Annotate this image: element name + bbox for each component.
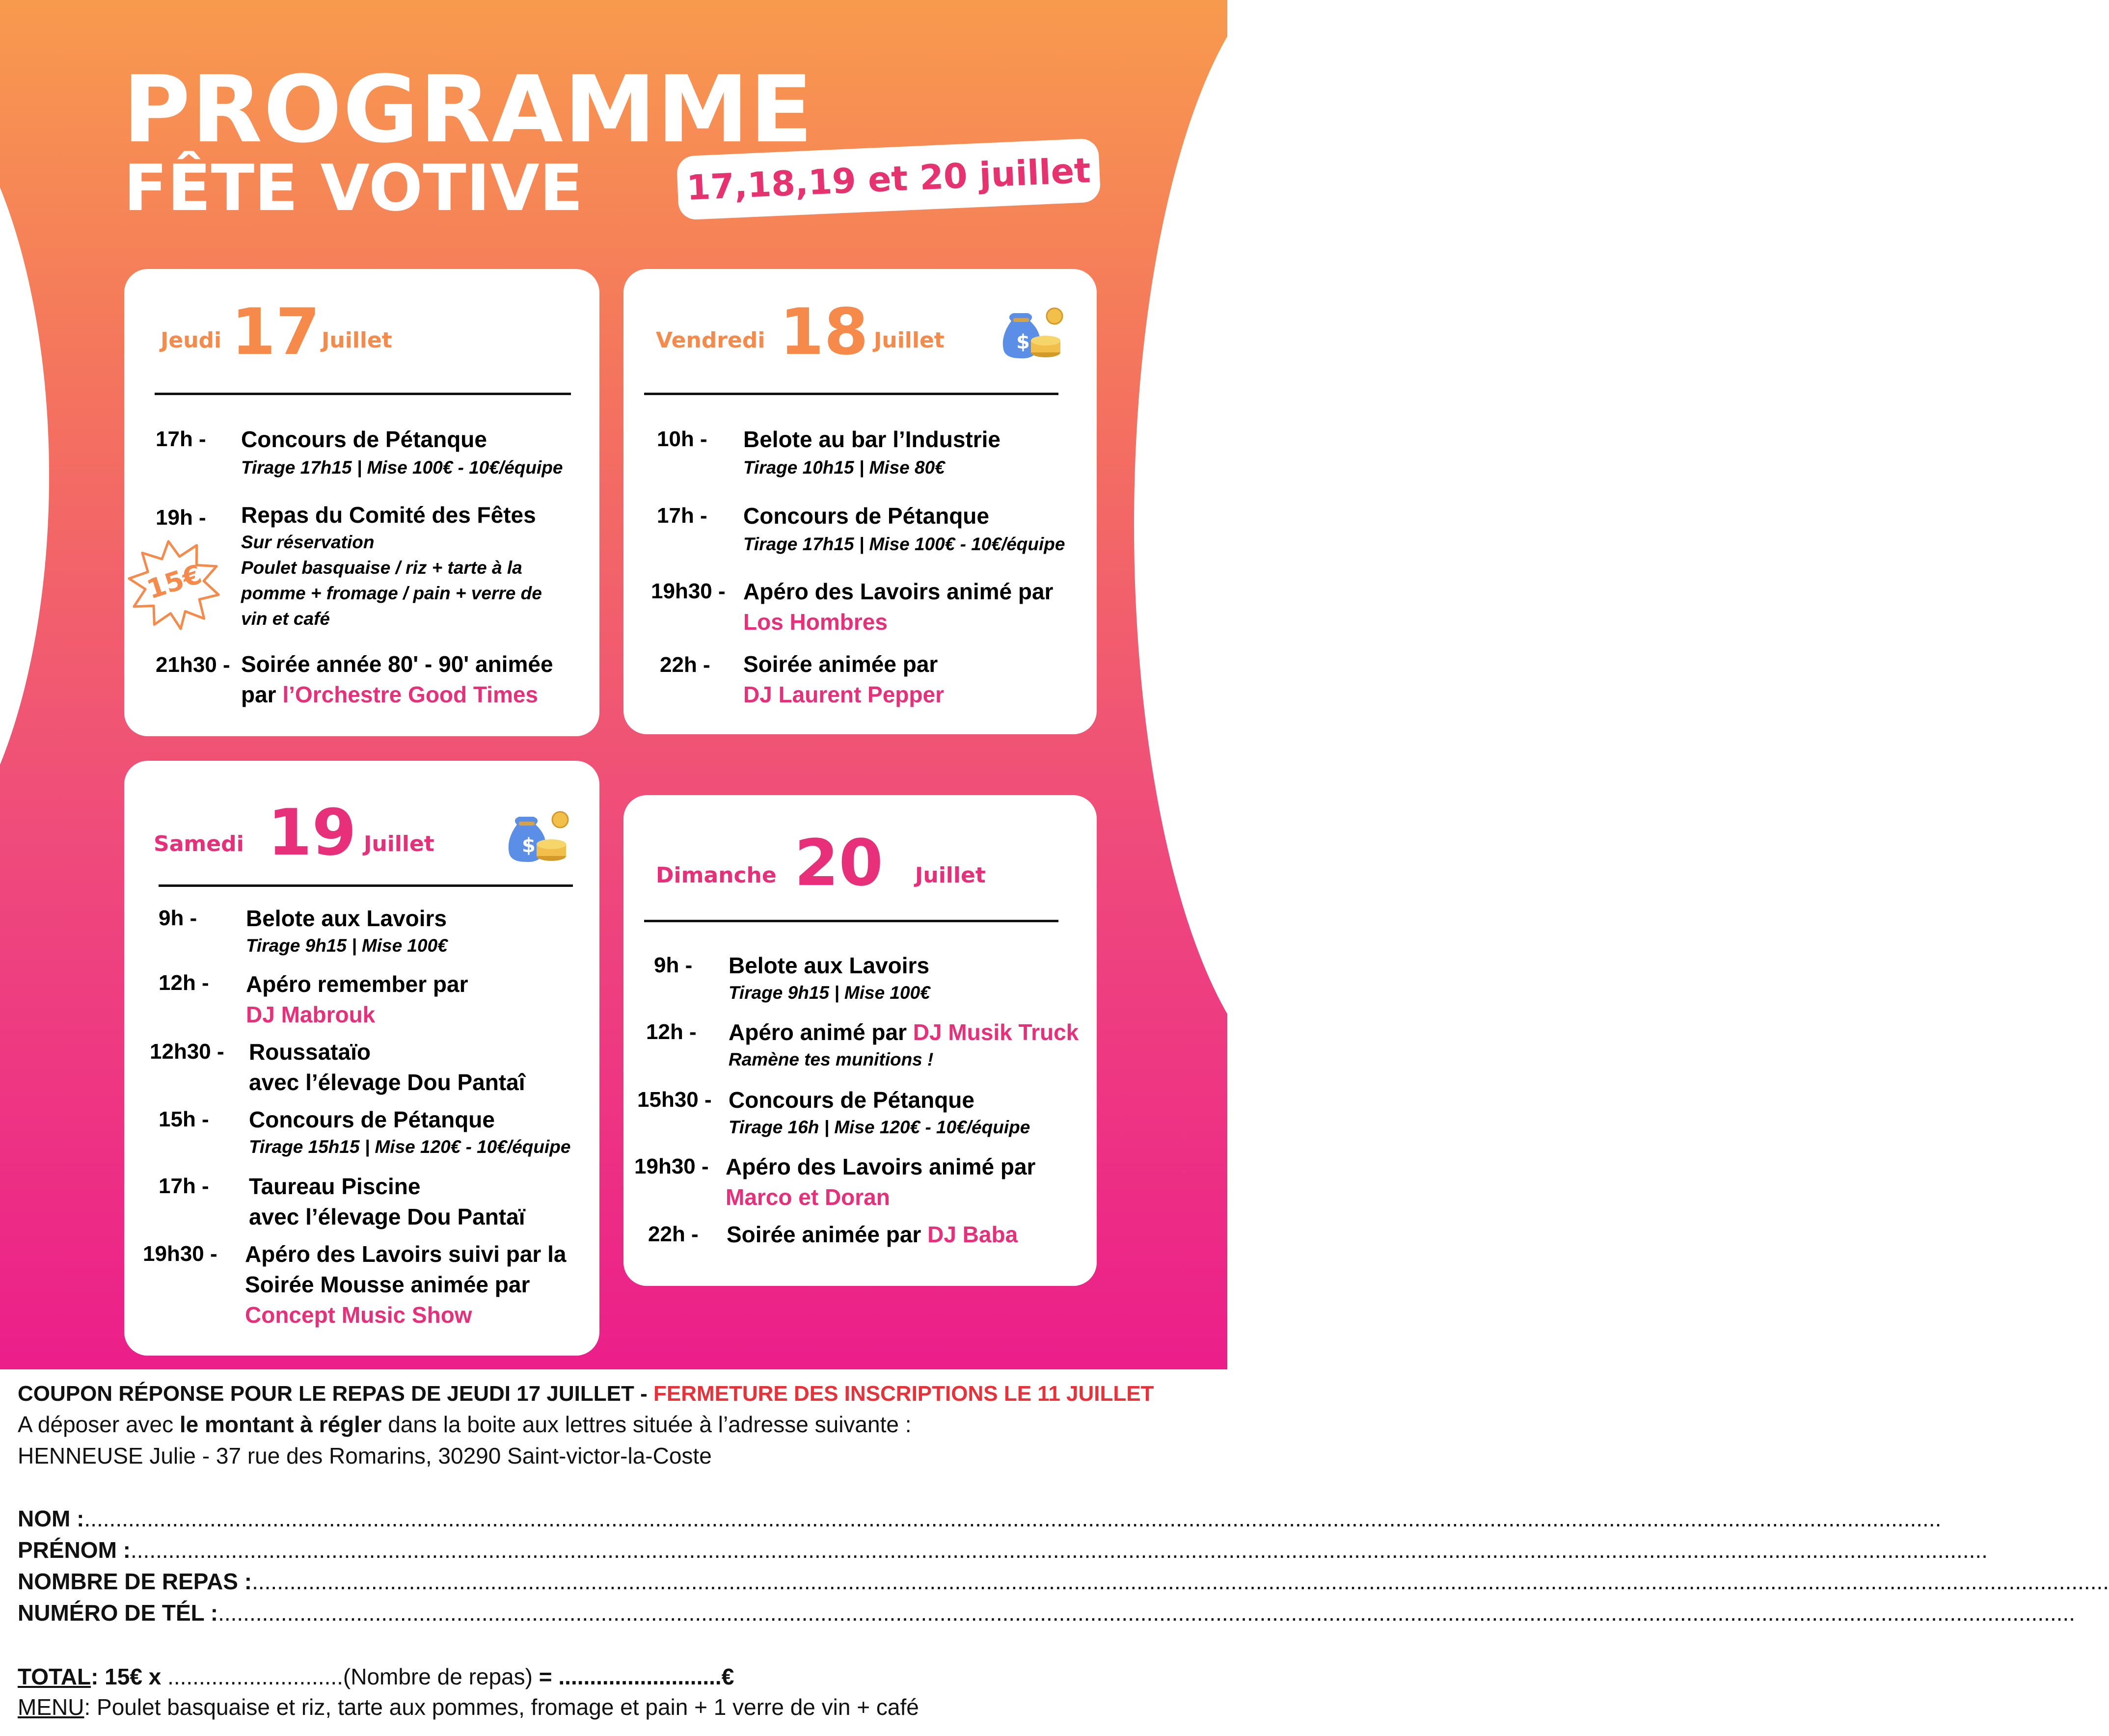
event-highlight: Concept Music Show (245, 1302, 472, 1328)
poster-background (0, 0, 1227, 1369)
event-title: Apéro animé par (729, 1019, 907, 1045)
event-title: Repas du Comité des Fêtes (241, 502, 536, 528)
event-time: 12h - (646, 1020, 697, 1044)
meal-count-field[interactable] (18, 1566, 2109, 1597)
event-title: Concours de Pétanque (729, 1087, 974, 1113)
phone-field[interactable] (18, 1597, 2076, 1629)
day-card-jeudi (124, 269, 599, 736)
coupon-instr-b: le montant à régler (179, 1412, 382, 1437)
coupon-heading (18, 1378, 1154, 1410)
dotted-line: ........................................................................................................................................................................................................................................................................................................ (131, 1537, 1988, 1563)
day-month: Juillet (322, 328, 392, 353)
total-dots-result[interactable]: .......................... (558, 1664, 722, 1689)
coupon-heading-text: COUPON RÉPONSE POUR LE REPAS DE JEUDI 17 JUILLET - (18, 1382, 648, 1406)
event-highlight: Marco et Doran (726, 1184, 890, 1210)
event-details: Tirage 15h15 | Mise 120€ - 10€/équipe (249, 1137, 571, 1157)
price-burst-badge (125, 534, 223, 632)
total-line (18, 1661, 734, 1692)
price-badge-label: 15€ (143, 559, 206, 605)
white-wave-right (1134, 0, 1507, 1090)
event-details: Poulet basquaise / riz + tarte à la (241, 558, 522, 578)
day-number: 19 (268, 795, 356, 870)
dates-badge: 17,18,19 et 20 juillet (676, 138, 1101, 220)
name-field[interactable] (18, 1503, 1942, 1534)
event-time: 19h30 - (651, 579, 726, 603)
event-time: 15h - (159, 1107, 209, 1131)
day-weekday: Dimanche (656, 863, 777, 888)
event-title-line2: avec l’élevage Dou Pantaî (249, 1069, 525, 1095)
event-title: Belote aux Lavoirs (729, 953, 930, 978)
event-title: Concours de Pétanque (249, 1107, 495, 1132)
event-title: Concours de Pétanque (743, 503, 989, 529)
menu-line (18, 1691, 919, 1723)
total-euro: € (721, 1664, 734, 1689)
event-time: 15h30 - (637, 1088, 712, 1112)
menu-label: MENU (18, 1694, 84, 1720)
event-time: 19h30 - (143, 1242, 217, 1266)
event-highlight: Los Hombres (743, 609, 888, 635)
event-time: 17h - (156, 427, 206, 451)
event-details: Ramène tes munitions ! (729, 1049, 934, 1069)
event-title: Soirée animée par (743, 651, 938, 677)
total-middle: (Nombre de repas) (343, 1664, 533, 1689)
day-card-samedi (124, 761, 599, 1356)
event-title: Apéro des Lavoirs animé par (743, 579, 1054, 604)
day-number: 18 (780, 294, 868, 369)
event-time: 10h - (657, 427, 707, 451)
event-title: Belote au bar l’Industrie (743, 427, 1000, 452)
money-bag-icon (502, 805, 571, 864)
total-value: : 15€ x (91, 1664, 162, 1689)
day-month: Juillet (915, 863, 986, 888)
field-label: NOMBRE DE REPAS : (18, 1569, 252, 1594)
day-weekday: Jeudi (161, 328, 222, 353)
event-time: 9h - (159, 906, 197, 930)
event-time: 17h - (159, 1174, 209, 1198)
event-highlight: DJ Laurent Pepper (743, 682, 944, 707)
event-title-line (729, 1017, 1079, 1047)
white-wave-left (0, 59, 49, 893)
event-title: Belote aux Lavoirs (246, 906, 447, 931)
event-highlight: DJ Musik Truck (913, 1019, 1079, 1045)
svg-text:$: $ (522, 834, 536, 857)
total-dots[interactable]: ............................ (167, 1664, 343, 1689)
coupon-instructions (18, 1409, 912, 1440)
event-time: 9h - (654, 953, 693, 977)
dotted-line: ........................................................................................................................................................................................................................................................................................................ (218, 1600, 2076, 1626)
event-highlight: DJ Mabrouk (246, 1002, 376, 1027)
event-time: 19h - (156, 506, 206, 530)
event-time: 12h30 - (150, 1040, 224, 1064)
event-time: 12h - (159, 971, 209, 995)
event-title: Apéro des Lavoirs suivi par la (245, 1241, 567, 1267)
money-bag-icon (997, 301, 1065, 360)
event-details: pomme + fromage / pain + verre de (241, 583, 542, 603)
event-title: Roussataïo (249, 1039, 371, 1065)
dotted-line: ........................................................................................................................................................................................................................................................................................................ (84, 1506, 1942, 1531)
total-label: TOTAL (18, 1664, 91, 1689)
day-month: Juillet (364, 831, 434, 856)
field-label: NOM : (18, 1506, 84, 1531)
page-title: PROGRAMME (123, 56, 814, 163)
event-title: Taureau Piscine (249, 1174, 421, 1199)
divider (644, 920, 1058, 922)
event-details: Tirage 17h15 | Mise 100€ - 10€/équipe (241, 457, 563, 478)
divider (159, 884, 573, 887)
day-number: 17 (231, 294, 320, 369)
field-label: PRÉNOM : (18, 1537, 131, 1563)
event-details: vin et café (241, 609, 330, 629)
day-number: 20 (794, 826, 883, 900)
event-title: Concours de Pétanque (241, 427, 487, 452)
event-details: Tirage 9h15 | Mise 100€ (729, 983, 930, 1003)
event-time: 21h30 - (156, 653, 230, 677)
event-details: Tirage 16h | Mise 120€ - 10€/équipe (729, 1117, 1030, 1137)
event-time: 19h30 - (634, 1154, 709, 1178)
event-details: Tirage 17h15 | Mise 100€ - 10€/équipe (743, 534, 1065, 554)
day-weekday: Vendredi (656, 328, 765, 353)
event-title: Soirée animée par (727, 1222, 921, 1247)
event-title-line (727, 1219, 1018, 1250)
event-time: 17h - (657, 504, 707, 528)
total-equals: = (539, 1664, 552, 1689)
event-details: Tirage 10h15 | Mise 80€ (743, 457, 945, 478)
event-title-line2 (241, 679, 538, 710)
coupon-deadline: FERMETURE DES INSCRIPTIONS LE 11 JUILLET (653, 1382, 1154, 1406)
day-card-vendredi (623, 269, 1097, 734)
divider (644, 393, 1058, 395)
field-label: NUMÉRO DE TÉL : (18, 1600, 218, 1626)
firstname-field[interactable] (18, 1534, 1988, 1566)
page-subtitle: FÊTE VOTIVE (124, 151, 583, 225)
event-title: Soirée année 80' - 90' animée (241, 651, 553, 677)
event-highlight: DJ Baba (927, 1222, 1018, 1247)
event-title-line2: Soirée Mousse animée par (245, 1272, 530, 1297)
dotted-line: ........................................................................................................................................................................................................................................................................................................ (252, 1569, 2109, 1594)
event-title-line2: avec l’élevage Dou Pantaï (249, 1204, 525, 1229)
event-title: Apéro remember par (246, 971, 468, 997)
coupon-instr-c: dans la boite aux lettres située à l’adresse suivante : (388, 1412, 912, 1437)
event-details: Tirage 9h15 | Mise 100€ (246, 935, 448, 956)
day-weekday: Samedi (154, 831, 244, 856)
svg-text:$: $ (1016, 331, 1030, 353)
coupon-instr-a: A déposer avec (18, 1412, 174, 1437)
event-time: 22h - (648, 1222, 699, 1246)
divider (155, 393, 571, 395)
event-title: Apéro des Lavoirs animé par (726, 1154, 1036, 1179)
day-card-dimanche (623, 795, 1097, 1286)
coupon-address: HENNEUSE Julie - 37 rue des Romarins, 30290 Saint-victor-la-Coste (18, 1443, 712, 1469)
event-details: Sur réservation (241, 532, 375, 552)
menu-text: : Poulet basquaise et riz, tarte aux pommes, fromage et pain + 1 verre de vin + café (84, 1694, 919, 1720)
event-title-prefix: par (241, 682, 276, 707)
event-highlight: l’Orchestre Good Times (282, 682, 539, 707)
event-time: 22h - (660, 653, 710, 677)
day-month: Juillet (874, 328, 945, 353)
